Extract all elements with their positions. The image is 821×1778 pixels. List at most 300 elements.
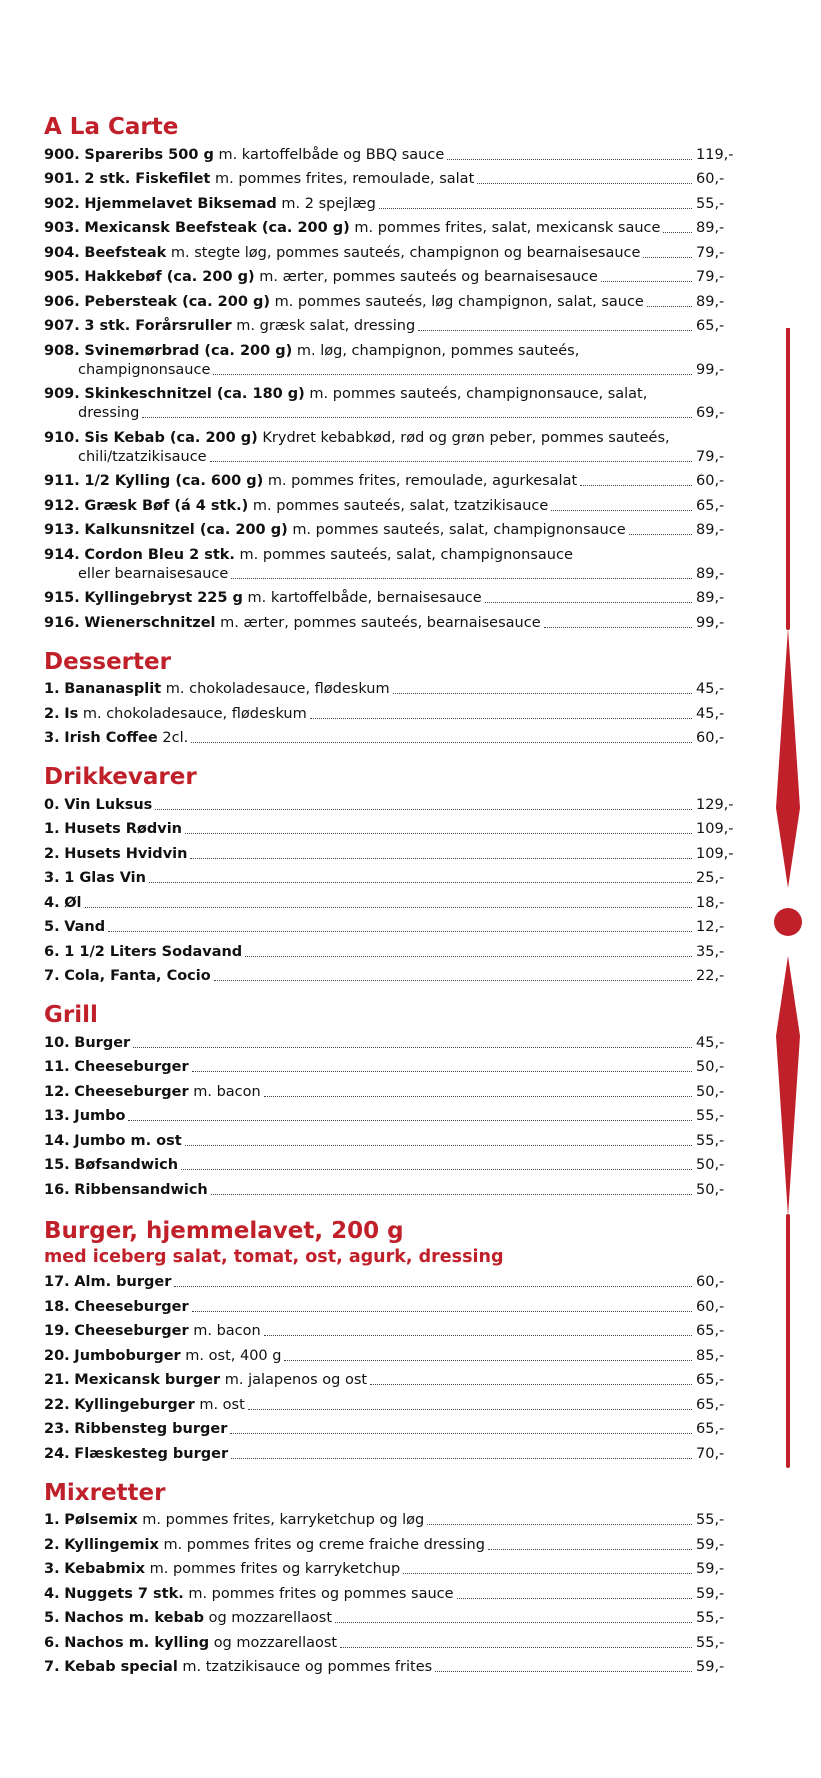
item-text [44, 268, 598, 287]
item-price: 70,- [696, 1445, 725, 1462]
item-detail: m. pommes frites, remoulade, salat [214, 171, 475, 187]
menu-item [44, 240, 740, 265]
item-name: Pebersteak (ca. 200 g) [84, 293, 270, 310]
item-name: Pølsemix [64, 1512, 138, 1528]
menu-item-list [44, 677, 740, 751]
dot-leader [185, 1145, 692, 1146]
dot-leader [211, 1194, 692, 1195]
dot-leader [435, 1671, 692, 1672]
item-text-line [44, 869, 696, 888]
item-name: Kalkunsnitzel (ca. 200 g) [84, 522, 288, 538]
menu-item [44, 265, 740, 290]
dot-leader [149, 882, 692, 883]
dot-leader [108, 931, 692, 932]
dot-leader [447, 159, 692, 160]
section-subtitle: med iceberg salat, tomat, ost, agurk, dressing [44, 1246, 504, 1267]
item-detail: m. pommes sauteés, salat, champignonsauce [292, 522, 626, 538]
item-price: 60,- [696, 1274, 725, 1290]
item-number: 909. [44, 386, 80, 402]
item-detail-cont [44, 565, 228, 584]
item-name: Cheeseburger [74, 1298, 189, 1315]
item-text-line [44, 1034, 696, 1053]
item-text [44, 195, 376, 214]
item-number: 3. [44, 730, 60, 746]
item-text-line [44, 1420, 696, 1439]
dot-leader [142, 417, 692, 418]
dot-leader [485, 602, 692, 603]
dot-leader [85, 907, 692, 908]
menu-item [44, 1079, 740, 1104]
item-name: Nachos m. kebab [64, 1610, 204, 1626]
item-number: 915. [44, 590, 80, 606]
dot-leader [601, 281, 692, 282]
item-text [44, 1445, 228, 1464]
item-price: 55,- [696, 1512, 725, 1528]
item-text-line [44, 244, 696, 263]
menu-item-description [44, 680, 696, 699]
menu-item-description [44, 845, 696, 864]
item-number: 914. [44, 546, 80, 563]
item-number: 3. [44, 870, 60, 886]
menu-item-description [44, 293, 696, 312]
item-name: Irish Coffee [64, 730, 158, 746]
item-text [44, 1536, 485, 1555]
item-price: 55,- [696, 1610, 725, 1626]
item-text-line [44, 918, 696, 937]
item-number: 16. [44, 1181, 70, 1198]
item-name: Cheeseburger [74, 1059, 189, 1075]
menu-item-description [44, 1156, 696, 1175]
item-detail: m. pommes frites og karryketchup [149, 1561, 401, 1577]
menu-item [44, 817, 740, 842]
menu-item [44, 1270, 740, 1295]
item-text-line [44, 317, 696, 336]
dot-leader [210, 461, 692, 462]
item-number: 902. [44, 195, 80, 212]
item-price: 89,- [696, 522, 725, 538]
item-detail: m. chokoladesauce, flødeskum [165, 681, 390, 697]
menu-item [44, 314, 740, 339]
item-price: 22,- [696, 968, 725, 984]
item-detail-cont [44, 448, 207, 467]
item-text-line [44, 1132, 696, 1151]
menu-item [44, 841, 740, 866]
item-detail: 2cl. [162, 730, 189, 746]
menu-item [44, 518, 740, 543]
item-text [44, 244, 640, 263]
menu-item-list [44, 1270, 740, 1466]
item-text-line [44, 342, 696, 361]
dot-leader [155, 809, 692, 810]
item-text-line [44, 1107, 696, 1126]
item-text-line [44, 219, 696, 238]
item-detail: m. pommes sauteés, salat, champignonsauce [239, 546, 573, 563]
item-text-line [44, 705, 696, 724]
dot-leader [214, 980, 692, 981]
item-number: 21. [44, 1372, 70, 1388]
dot-leader [663, 232, 692, 233]
menu-item [44, 1557, 740, 1582]
item-detail: m. kartoffelbåde, bernaisesauce [247, 590, 482, 606]
section-title: Burger, hjemmelavet, 200 g [44, 1217, 404, 1244]
item-price: 89,- [696, 590, 725, 606]
item-number: 912. [44, 497, 80, 514]
item-name: Flæskesteg burger [74, 1445, 229, 1462]
menu-item [44, 493, 740, 518]
item-name: 1 Glas Vin [64, 870, 146, 886]
item-number: 19. [44, 1323, 70, 1339]
item-text [44, 796, 152, 815]
item-name: 1 1/2 Liters Sodavand [64, 943, 243, 960]
menu-item-description [44, 1420, 696, 1439]
item-price: 59,- [696, 1585, 725, 1602]
item-text-line [44, 146, 696, 165]
menu-item-description [44, 1107, 696, 1126]
dot-leader [427, 1524, 692, 1525]
dot-leader [551, 510, 692, 511]
item-detail: m. tzatzikisauce og pommes frites [182, 1659, 433, 1675]
item-text-line [44, 1445, 696, 1464]
item-price: 119,- [696, 146, 734, 163]
menu-item [44, 1153, 740, 1178]
item-number: 10. [44, 1034, 70, 1051]
item-number: 1. [44, 821, 60, 837]
item-text [44, 1107, 125, 1126]
item-detail: m. pommes sauteés, løg champignon, salat, sauce [274, 293, 644, 310]
item-text-line [44, 1371, 696, 1390]
item-text-line [44, 361, 696, 380]
item-text [44, 1058, 189, 1077]
decorative-ornament [760, 328, 816, 1468]
item-price: 12,- [696, 919, 725, 935]
item-price: 45,- [696, 705, 725, 722]
menu-section [44, 762, 740, 988]
item-text [44, 1420, 227, 1439]
item-text-line [44, 589, 696, 608]
item-text-line [44, 170, 696, 189]
item-name: Kyllingeburger [74, 1396, 195, 1413]
menu-item [44, 382, 740, 426]
dot-leader [213, 374, 692, 375]
item-price: 79,- [696, 269, 725, 285]
item-text [44, 1658, 432, 1677]
item-price: 45,- [696, 1034, 725, 1051]
item-detail: m. chokoladesauce, flødeskum [82, 705, 307, 722]
item-number: 12. [44, 1083, 70, 1100]
item-number: 5. [44, 1610, 60, 1626]
menu-item-description [44, 429, 696, 467]
dot-leader [190, 858, 692, 859]
item-price: 65,- [696, 1396, 725, 1413]
item-detail: m. 2 spejlæg [281, 195, 376, 212]
dot-leader [230, 1433, 692, 1434]
item-number: 907. [44, 318, 80, 334]
item-text [44, 293, 644, 312]
menu-item-description [44, 244, 696, 263]
item-name: Burger [74, 1034, 131, 1051]
menu-item [44, 1368, 740, 1393]
dot-leader [133, 1047, 692, 1048]
menu-item-description [44, 589, 696, 608]
item-name: Nuggets 7 stk. [64, 1585, 184, 1602]
item-number: 911. [44, 473, 80, 489]
item-price: 99,- [696, 361, 725, 378]
menu-item [44, 1294, 740, 1319]
item-text [44, 170, 474, 189]
menu-item-description [44, 1083, 696, 1102]
item-detail: m. kartoffelbåde og BBQ sauce [218, 146, 445, 163]
item-price: 60,- [696, 1298, 725, 1315]
menu-item-description [44, 1347, 696, 1366]
dot-leader [643, 257, 692, 258]
item-text-line [44, 1585, 696, 1604]
item-name: Kyllingebryst 225 g [84, 590, 243, 606]
item-name: Cheeseburger [74, 1083, 189, 1100]
item-detail: eller bearnaisesauce [78, 565, 229, 582]
item-text-line [44, 385, 696, 404]
item-name: Spareribs 500 g [84, 146, 214, 163]
dot-leader [403, 1573, 692, 1574]
menu-item [44, 1319, 740, 1344]
item-text-line [44, 1634, 696, 1653]
item-text-line [44, 497, 696, 516]
menu-item [44, 701, 740, 726]
menu-item-description [44, 869, 696, 888]
menu-item [44, 1104, 740, 1129]
item-number: 11. [44, 1059, 70, 1075]
menu-item-description [44, 1560, 696, 1579]
item-text-line [44, 820, 696, 839]
item-name: Mexicansk Beefsteak (ca. 200 g) [84, 220, 350, 236]
menu-item-description [44, 1658, 696, 1677]
item-price: 55,- [696, 1634, 725, 1651]
item-text-line [44, 1396, 696, 1415]
item-number: 2. [44, 845, 60, 862]
item-text-line [44, 1511, 696, 1530]
dot-leader [191, 742, 692, 743]
menu-item-description [44, 268, 696, 287]
item-text [44, 894, 82, 913]
item-name: Nachos m. kylling [64, 1634, 210, 1651]
dot-leader [340, 1647, 692, 1648]
item-price: 65,- [696, 497, 725, 514]
dot-leader [185, 833, 692, 834]
menu-item-description [44, 1058, 696, 1077]
item-text [44, 1560, 400, 1579]
dot-leader [248, 1409, 692, 1410]
item-price: 59,- [696, 1536, 725, 1553]
menu-item [44, 167, 740, 192]
item-detail: m. ærter, pommes sauteés, bearnaisesauce [220, 614, 541, 631]
item-text [44, 1156, 178, 1175]
item-text [44, 317, 415, 336]
menu [44, 112, 740, 1679]
item-price: 65,- [696, 1372, 725, 1388]
item-detail: m. bacon [193, 1323, 261, 1339]
item-detail-cont [44, 361, 210, 380]
menu-section [44, 1000, 740, 1202]
item-name: Jumbo [74, 1108, 126, 1124]
item-name: 2 stk. Fiskefilet [84, 171, 211, 187]
item-number: 7. [44, 1659, 60, 1675]
item-number: 2. [44, 1536, 60, 1553]
item-text-line [44, 1298, 696, 1317]
menu-item-description [44, 497, 696, 516]
item-number: 916. [44, 614, 80, 631]
menu-item-description [44, 943, 696, 962]
item-price: 45,- [696, 681, 725, 697]
item-detail: champignonsauce [78, 361, 211, 378]
item-text [44, 729, 188, 748]
item-detail: chili/tzatzikisauce [78, 448, 207, 465]
item-text [44, 845, 187, 864]
item-price: 129,- [696, 796, 734, 813]
menu-item [44, 1392, 740, 1417]
menu-item [44, 677, 740, 702]
dot-leader [647, 306, 692, 307]
item-text-line [44, 1658, 696, 1677]
menu-item-description [44, 385, 696, 423]
item-name: Jumboburger [74, 1347, 181, 1364]
menu-item-list [44, 1030, 740, 1202]
dot-leader [231, 578, 692, 579]
dot-leader [264, 1096, 692, 1097]
dot-leader [457, 1598, 692, 1599]
item-text-line [44, 429, 696, 448]
item-name: Skinkeschnitzel (ca. 180 g) [84, 386, 305, 402]
item-name: Husets Hvidvin [64, 845, 188, 862]
item-text-line [44, 943, 696, 962]
menu-item [44, 1417, 740, 1442]
item-text [44, 1298, 189, 1317]
item-number: 3. [44, 1561, 60, 1577]
item-text-line [44, 448, 696, 467]
item-detail: og mozzarellaost [208, 1610, 333, 1626]
item-name: Kebabmix [64, 1561, 146, 1577]
item-price: 35,- [696, 943, 725, 960]
menu-item [44, 469, 740, 494]
menu-item-description [44, 967, 696, 986]
menu-section [44, 647, 740, 751]
item-text-line [44, 1058, 696, 1077]
item-text [44, 497, 548, 516]
item-name: Beefsteak [84, 244, 167, 261]
menu-item-description [44, 1585, 696, 1604]
item-name: Sis Kebab (ca. 200 g) [84, 429, 258, 446]
item-detail: m. ærter, pommes sauteés og bearnaisesauce [259, 269, 598, 285]
menu-item [44, 792, 740, 817]
dot-leader [629, 534, 692, 535]
menu-item [44, 1343, 740, 1368]
item-text-line [44, 565, 696, 584]
item-text [44, 1396, 245, 1415]
menu-item [44, 1177, 740, 1202]
item-detail: m. græsk salat, dressing [236, 318, 416, 334]
menu-item-description [44, 1511, 696, 1530]
item-text [44, 219, 660, 238]
section-title: A La Carte [44, 114, 179, 140]
menu-item-description [44, 342, 696, 380]
item-number: 4. [44, 894, 60, 911]
item-text-line [44, 521, 696, 540]
item-price: 89,- [696, 220, 725, 236]
item-text [44, 521, 626, 540]
item-text-line [44, 293, 696, 312]
item-name: Hjemmelavet Biksemad [84, 195, 277, 212]
item-price: 18,- [696, 894, 725, 911]
menu-item [44, 1532, 740, 1557]
menu-item [44, 216, 740, 241]
menu-item-list [44, 1508, 740, 1680]
item-detail: m. pommes sauteés, salat, tzatzikisauce [252, 497, 549, 514]
item-text [44, 943, 242, 962]
menu-item [44, 542, 740, 586]
item-text [44, 472, 577, 491]
menu-item [44, 586, 740, 611]
menu-item [44, 1055, 740, 1080]
item-detail: m. pommes frites, karryketchup og løg [142, 1512, 425, 1528]
item-number: 1. [44, 1512, 60, 1528]
dot-leader [370, 1384, 692, 1385]
section-title: Desserter [44, 648, 171, 675]
item-text-line [44, 1083, 696, 1102]
dot-leader [128, 1120, 692, 1121]
item-number: 24. [44, 1445, 70, 1462]
item-text [44, 1322, 261, 1341]
menu-item [44, 890, 740, 915]
item-text [44, 1034, 130, 1053]
item-text [44, 589, 482, 608]
item-price: 109,- [696, 845, 734, 862]
item-detail: m. ost, 400 g [185, 1347, 282, 1364]
dot-leader [245, 956, 692, 957]
menu-item [44, 1030, 740, 1055]
menu-item-list [44, 142, 740, 635]
menu-item-description [44, 1034, 696, 1053]
menu-item-description [44, 472, 696, 491]
item-text [44, 1347, 281, 1366]
item-detail: m. pommes frites, remoulade, agurkesalat [267, 473, 578, 489]
menu-item-description [44, 1322, 696, 1341]
dot-leader [393, 693, 692, 694]
menu-item-description [44, 1445, 696, 1464]
menu-item-description [44, 729, 696, 748]
item-text-line [44, 1536, 696, 1555]
menu-item-description [44, 1609, 696, 1628]
item-text-line [44, 729, 696, 748]
section-title: Grill [44, 1002, 98, 1028]
item-price: 25,- [696, 870, 725, 886]
item-number: 913. [44, 522, 80, 538]
menu-item [44, 289, 740, 314]
item-number: 906. [44, 293, 80, 310]
item-name: 3 stk. Forårsruller [84, 318, 232, 334]
ornament-spike-top [776, 628, 800, 888]
item-name: Bøfsandwich [74, 1157, 179, 1173]
menu-item-description [44, 521, 696, 540]
menu-item [44, 1128, 740, 1153]
item-text [44, 918, 105, 937]
menu-item-description [44, 1132, 696, 1151]
menu-item-description [44, 918, 696, 937]
menu-section [44, 112, 740, 635]
item-name: 1/2 Kylling (ca. 600 g) [84, 473, 264, 489]
item-text-line [44, 1181, 696, 1200]
item-text-line [44, 1273, 696, 1292]
dot-leader [310, 718, 692, 719]
item-number: 18. [44, 1298, 70, 1315]
item-price: 50,- [696, 1157, 725, 1173]
